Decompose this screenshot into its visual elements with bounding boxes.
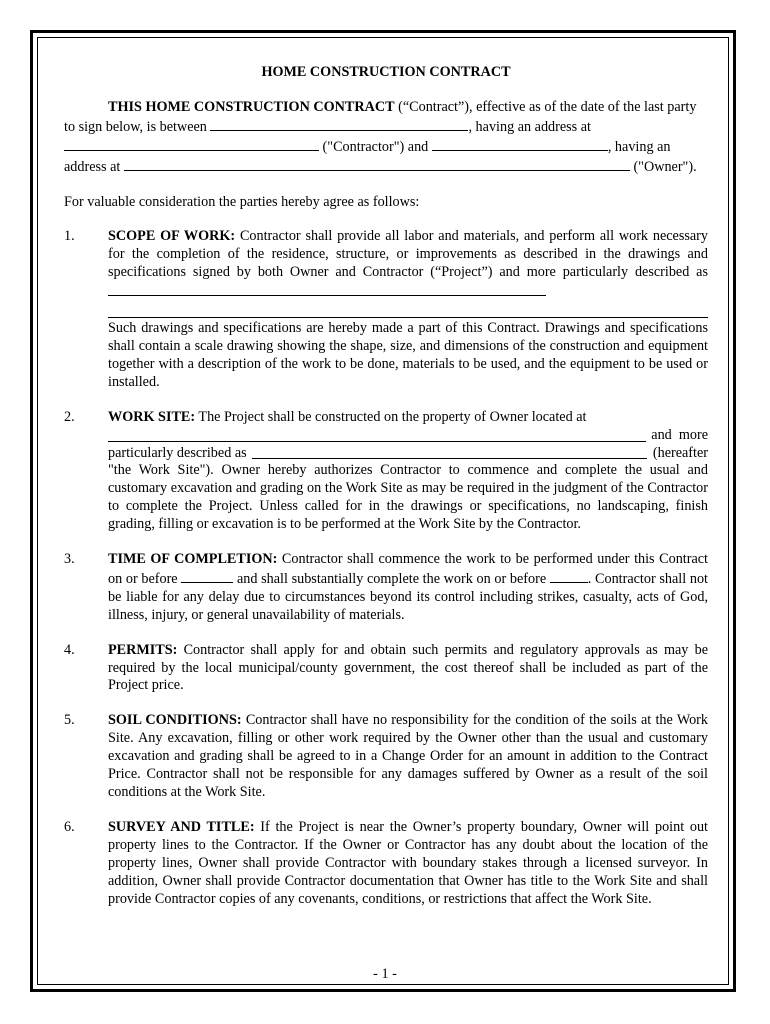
page-number: - 1 - [373, 966, 397, 982]
section-heading: WORK SITE: [108, 408, 196, 425]
completion-date-blank[interactable] [550, 569, 588, 583]
section-text: Contractor shall commence the work to be performed under this Contract on or before [108, 551, 708, 587]
section-text-e: "the Work Site"). Owner hereby authorizes Contractor to commence and complete the usual and customary excavation and grading on the Work Site as may be required in the judgment of the Contractor to complete the Project. Unless called for in the drawings or specifications, no landscaping, finish grading, filling or excavation is to be performed at the Work Site by the Contractor. [108, 462, 708, 533]
section-text-c: particularly described as [108, 444, 251, 461]
section-time-of-completion [64, 551, 708, 625]
section-text-2: Such drawings and specifications are hereby made a part of this Contract. Drawings and specifications shall contain a scale drawing showing the shape, size, and dimensions of the construction and equipment together with a description of the work to be done, materials to be used, and the equipment to be used or installed. [108, 320, 708, 390]
section-number: 1. [64, 228, 75, 245]
owner-address-blank[interactable] [124, 157, 630, 171]
section-text-d: (hereafter [649, 444, 708, 461]
section-number: 6. [64, 818, 75, 835]
intro-paragraph [64, 99, 708, 177]
section-text: Contractor shall provide all labor and materials, and perform all work necessary for the completion of the residence, structure, or improvements as described in the drawings and specifications signed by both Owner and Contractor (“Project”) and more particularly described as [108, 228, 708, 281]
section-text-c: . Contractor shall not be liable for any delay due to circumstances beyond its control including strikes, casualty, acts of God, illness, injury, or general unavailability of materials. [108, 570, 708, 623]
intro-text-1: (“Contract”), effective as of the date of the last party to sign below, is between [64, 98, 697, 135]
document-body [64, 64, 708, 925]
start-date-blank[interactable] [181, 569, 233, 583]
intro-text-5: ("Owner"). [629, 158, 697, 175]
section-number: 4. [64, 641, 75, 658]
section-heading: TIME OF COMPLETION: [108, 551, 278, 568]
owner-name-blank[interactable] [432, 137, 608, 151]
section-heading: SURVEY AND TITLE: [108, 818, 255, 835]
section-text-b: and shall substantially complete the work on or before [233, 570, 550, 587]
contractor-address-blank[interactable] [64, 137, 319, 151]
section-heading: SCOPE OF WORK: [108, 228, 236, 245]
section-text: The Project shall be constructed on the property of Owner located at [195, 408, 587, 425]
section-text: Contractor shall have no responsibility for the condition of the soils at the Work Site. Any excavation, filling or other work required by the Owner other than the usual and customary excavation and grading shall be agreed to in a Change Order for an amount in addition to the Contract Price. Contractor shall not be responsible for any damages suffered by Owner as a result of the soil conditions at the Work Site. [108, 712, 708, 800]
intro-text-3: ("Contractor") and [319, 138, 432, 155]
section-soil-conditions [64, 712, 708, 802]
section-text: If the Project is near the Owner’s property boundary, Owner will point out property lines to the Contractor. If the Owner or Contractor has any doubt about the location of the property lines, Owner shall provide Contractor with boundary stakes through a licensed surveyor. In addition, Owner shall provide Contractor documentation that Owner has title to the Work Site and shall provide Contractor copies of any covenants, conditions, or restrictions that affect the Work Site. [108, 818, 708, 907]
section-text-b: and more [647, 426, 708, 443]
section-number: 2. [64, 408, 75, 425]
project-description-blank-2[interactable] [108, 304, 708, 318]
section-text: Contractor shall apply for and obtain such permits and regulatory approvals as may be required by the local municipal/county government, the cost thereof shall be included as part of the Project price. [108, 641, 708, 694]
project-description-blank[interactable] [108, 282, 546, 296]
work-site-description-blank[interactable] [252, 445, 647, 459]
intro-lead: THIS HOME CONSTRUCTION CONTRACT [108, 98, 395, 115]
document-title: HOME CONSTRUCTION CONTRACT [261, 64, 511, 80]
section-survey-and-title [64, 819, 708, 909]
section-heading: PERMITS: [108, 641, 178, 658]
contractor-name-blank[interactable] [210, 117, 468, 131]
section-work-site [64, 409, 708, 534]
work-site-location-blank[interactable] [108, 428, 646, 442]
intro-text-2: , having an address at [468, 118, 591, 135]
section-heading: SOIL CONDITIONS: [108, 712, 242, 729]
section-number: 5. [64, 712, 75, 729]
section-scope-of-work [64, 228, 708, 391]
section-permits [64, 642, 708, 696]
intro-text-4: , having an address at [64, 138, 671, 175]
section-number: 3. [64, 551, 75, 568]
consideration-line: For valuable consideration the parties hereby agree as follows: [64, 193, 420, 210]
